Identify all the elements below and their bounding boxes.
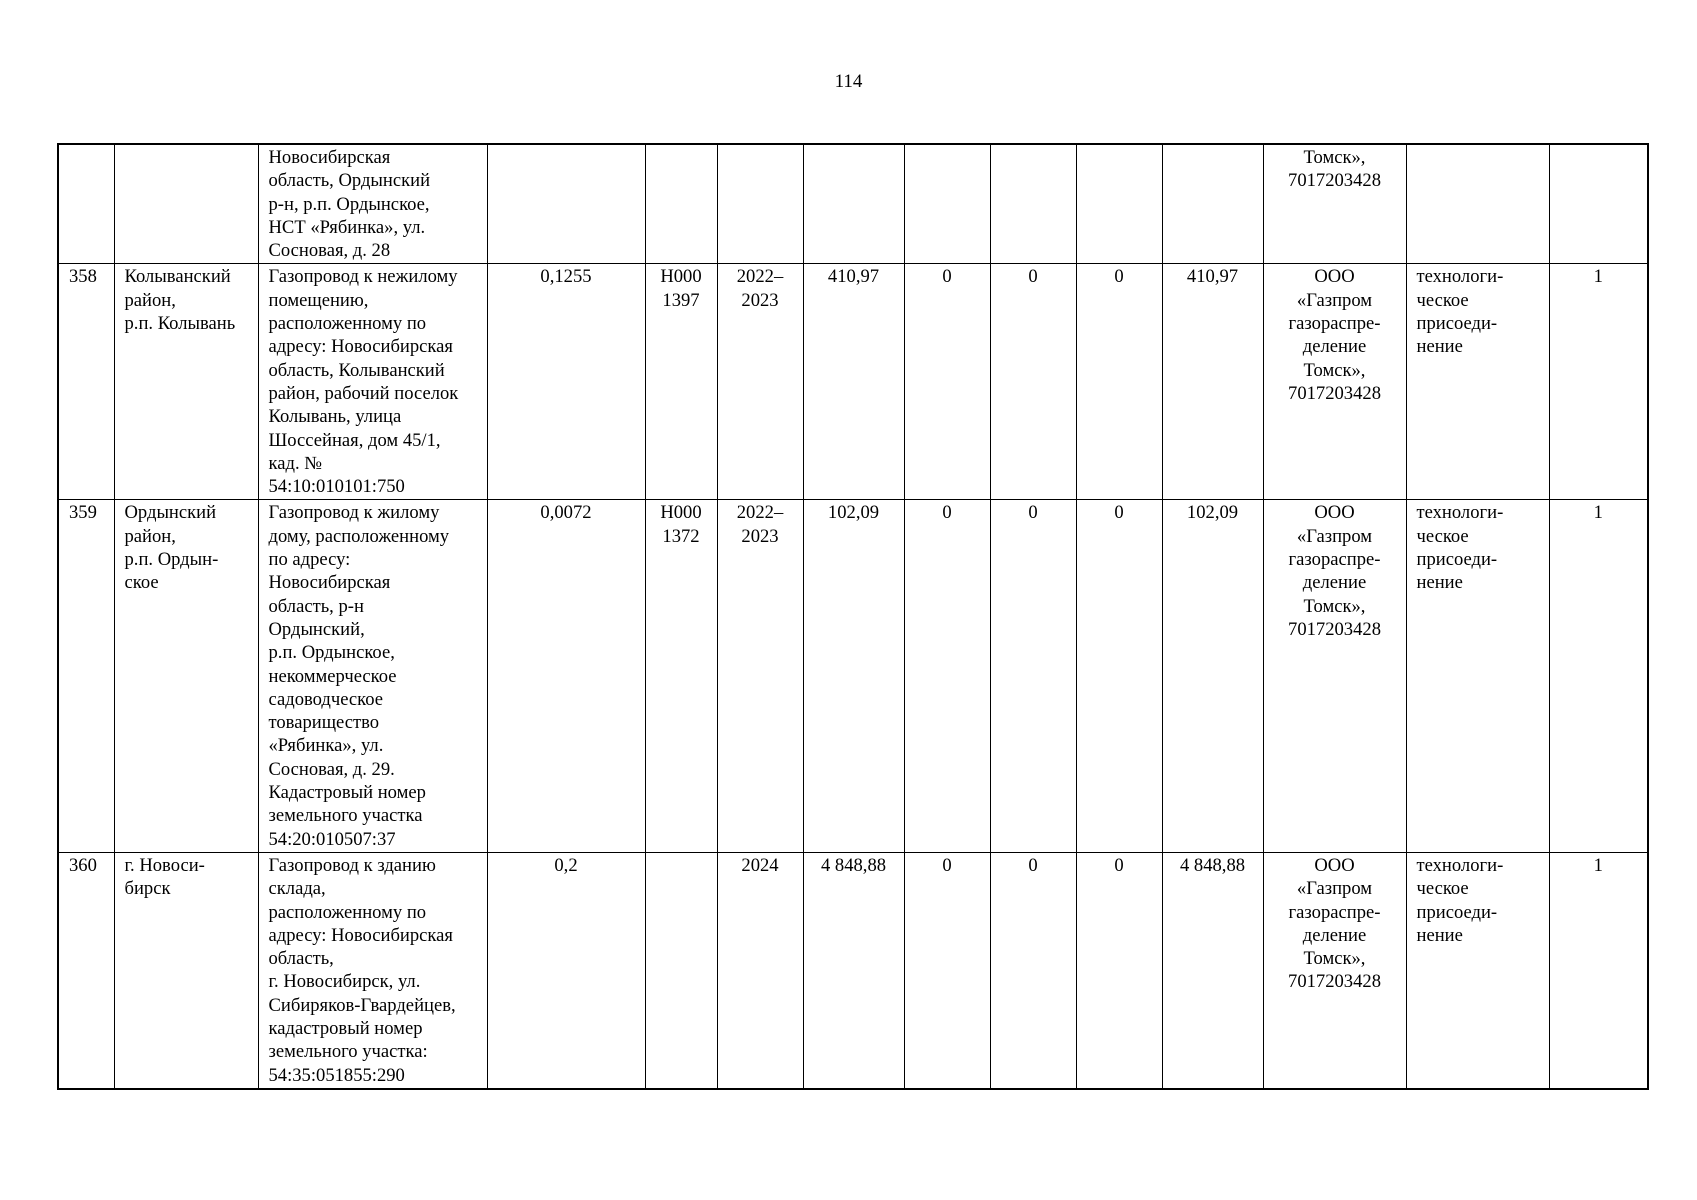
object-description-cell: Газопровод к зданию склада, расположенному по адресу: Новосибирская область, г. Новосибирск, ул. Сибиряков-Гвардейцев, кадастровый номер земельного участка: 54:35:051855:290 [258,852,487,1088]
funding-b-cell [990,144,1076,264]
count-cell: 1 [1549,264,1648,500]
object-description-cell: Газопровод к жилому дому, расположенному по адресу: Новосибирская область, р-н Ордынский, р.п. Ордынское, некоммерческое садоводческое товарищество «Рябинка», ул. Сосновая, д. 29. Кадастровый номер земельного участка 54:20:010507:37 [258,500,487,852]
table-row [58,144,1648,264]
table-row [58,852,1648,1088]
count-cell [1549,144,1648,264]
own-funds-cell: 102,09 [1162,500,1263,852]
funding-b-cell: 0 [990,500,1076,852]
own-funds-cell: 410,97 [1162,264,1263,500]
length-cell: 0,2 [487,852,645,1088]
funding-a-cell: 0 [904,500,990,852]
period-cell: 2022– 2023 [717,500,803,852]
count-cell: 1 [1549,500,1648,852]
purpose-cell: технологи- ческое присоеди- нение [1406,852,1549,1088]
district-cell: Ордынский район, р.п. Ордын- ское [114,500,258,852]
funding-b-cell: 0 [990,852,1076,1088]
row-number-cell: 359 [58,500,114,852]
own-funds-cell [1162,144,1263,264]
period-cell: 2024 [717,852,803,1088]
total-cost-cell: 4 848,88 [803,852,904,1088]
organization-cell: ООО «Газпром газораспре- деление Томск», 7017203428 [1263,500,1406,852]
own-funds-cell: 4 848,88 [1162,852,1263,1088]
length-cell [487,144,645,264]
total-cost-cell: 102,09 [803,500,904,852]
organization-cell: ООО «Газпром газораспре- деление Томск», 7017203428 [1263,264,1406,500]
period-cell: 2022– 2023 [717,264,803,500]
funding-c-cell: 0 [1076,264,1162,500]
funding-b-cell: 0 [990,264,1076,500]
funding-c-cell: 0 [1076,852,1162,1088]
funding-c-cell [1076,144,1162,264]
total-cost-cell: 410,97 [803,264,904,500]
funding-c-cell: 0 [1076,500,1162,852]
table-row [58,264,1648,500]
row-number-cell [58,144,114,264]
page-number: 114 [834,71,863,92]
length-cell: 0,1255 [487,264,645,500]
total-cost-cell [803,144,904,264]
district-cell: г. Новоси- бирск [114,852,258,1088]
row-number-cell: 358 [58,264,114,500]
funding-a-cell [904,144,990,264]
table-row [58,500,1648,852]
funding-a-cell: 0 [904,264,990,500]
row-number-cell: 360 [58,852,114,1088]
object-description-cell: Газопровод к нежилому помещению, расположенному по адресу: Новосибирская область, Колыванский район, рабочий поселок Колывань, улица Шоссейная, дом 45/1, кад. № 54:10:010101:750 [258,264,487,500]
purpose-cell: технологи- ческое присоеди- нение [1406,500,1549,852]
object-description-cell: Новосибирская область, Ордынский р-н, р.п. Ордынское, НСТ «Рябинка», ул. Сосновая, д. 28 [258,144,487,264]
project-code-cell [645,144,717,264]
period-cell [717,144,803,264]
organization-cell: ООО «Газпром газораспре- деление Томск», 7017203428 [1263,852,1406,1088]
investment-program-table [57,143,1649,1090]
project-code-cell: Н000 1372 [645,500,717,852]
count-cell: 1 [1549,852,1648,1088]
district-cell [114,144,258,264]
organization-cell: Томск», 7017203428 [1263,144,1406,264]
funding-a-cell: 0 [904,852,990,1088]
length-cell: 0,0072 [487,500,645,852]
purpose-cell [1406,144,1549,264]
district-cell: Колыванский район, р.п. Колывань [114,264,258,500]
project-code-cell: Н000 1397 [645,264,717,500]
project-code-cell [645,852,717,1088]
purpose-cell: технологи- ческое присоеди- нение [1406,264,1549,500]
